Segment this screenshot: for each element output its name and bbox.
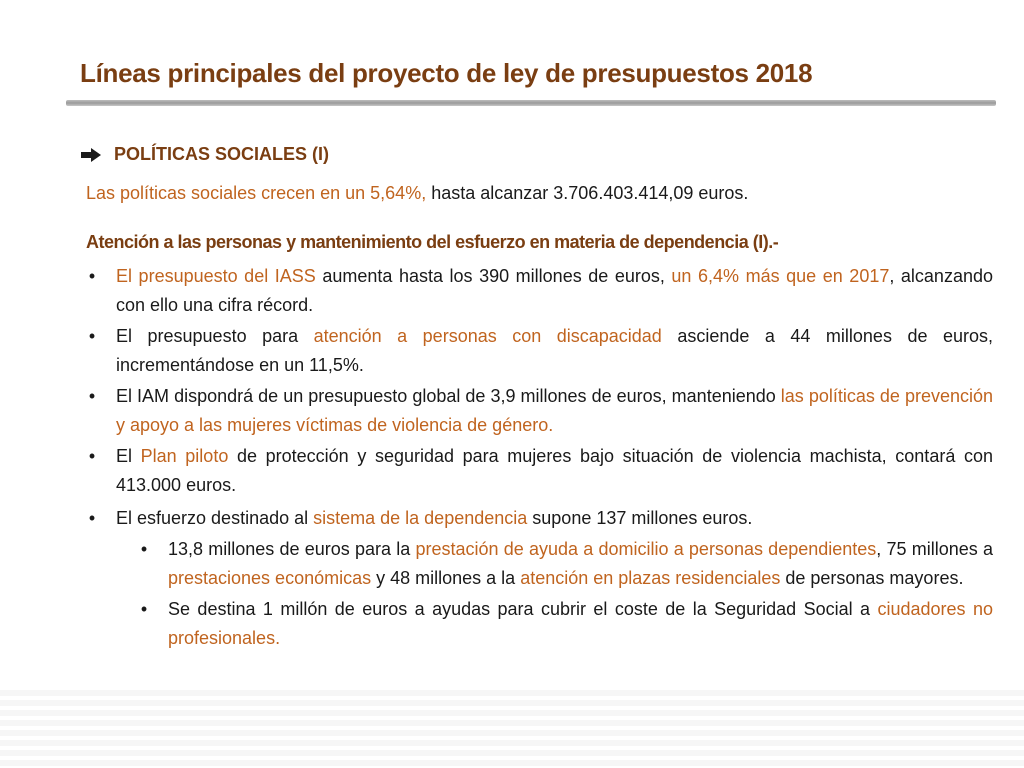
- body-text: supone 137 millones euros.: [527, 508, 753, 528]
- highlight-text: Plan piloto: [140, 446, 229, 466]
- list-item: [86, 442, 993, 500]
- highlight-text: un 6,4% más que en 2017: [671, 266, 890, 286]
- body-text: asciende a 44 millones de euros, incrementándose en un 11,5%.: [116, 326, 993, 375]
- highlight-text: prestación de ayuda a domicilio a personas dependientes: [415, 539, 877, 559]
- bullet-marker: •: [88, 508, 96, 528]
- highlight-text: El presupuesto del IASS: [116, 266, 316, 286]
- highlight-text: atención en plazas residenciales: [520, 568, 781, 588]
- highlight-text: las políticas de prevención y apoyo a las mujeres víctimas de violencia de género.: [116, 386, 994, 435]
- arrow-right-icon: [80, 147, 102, 163]
- list-item: [86, 504, 993, 533]
- bullet-list: [86, 262, 993, 655]
- body-text: 13,8 millones de euros para la: [168, 539, 416, 559]
- body-text: El presupuesto para: [116, 326, 314, 346]
- body-text: Se destina 1 millón de euros a ayudas para cubrir el coste de la Seguridad Social a: [168, 599, 878, 619]
- bullet-marker: •: [140, 539, 148, 559]
- list-item: [86, 322, 993, 380]
- highlight-text: atención a personas con discapacidad: [313, 326, 662, 346]
- body-text: de personas mayores.: [780, 568, 964, 588]
- intro-text: hasta alcanzar 3.706.403.414,09 euros.: [426, 183, 749, 203]
- body-text: El esfuerzo destinado al: [116, 508, 314, 528]
- body-text: , 75 millones a: [876, 539, 993, 559]
- slide-title: Líneas principales del proyecto de ley de presupuestos 2018: [80, 58, 813, 88]
- highlight-text: prestaciones económicas: [168, 568, 372, 588]
- bullet-marker: •: [140, 599, 148, 619]
- sub-list-item: [86, 595, 993, 653]
- decorative-footer-band: [0, 690, 1024, 768]
- bullet-marker: •: [88, 266, 96, 286]
- list-item: [86, 382, 993, 440]
- body-text: , alcanzando con ello una cifra récord.: [116, 266, 993, 315]
- subheading: Atención a las personas y mantenimiento del esfuerzo en materia de dependencia (I).-: [86, 232, 779, 252]
- highlight-text: sistema de la dependencia: [313, 508, 528, 528]
- bullet-marker: •: [88, 386, 96, 406]
- intro-highlight: Las políticas sociales crecen en un 5,64%,: [86, 183, 427, 203]
- bullet-marker: •: [88, 446, 96, 466]
- sub-list-item: [86, 535, 993, 593]
- body-text: El: [116, 446, 141, 466]
- bullet-marker: •: [88, 326, 96, 346]
- section-label: POLÍTICAS SOCIALES (I): [114, 144, 330, 164]
- list-item: [86, 262, 993, 320]
- section-heading: [80, 144, 329, 165]
- title-divider: [66, 100, 996, 106]
- intro-paragraph: [86, 183, 748, 204]
- body-text: El IAM dispondrá de un presupuesto global de 3,9 millones de euros, manteniendo: [116, 386, 781, 406]
- body-text: de protección y seguridad para mujeres bajo situación de violencia machista, contará con 413.000 euros.: [116, 446, 993, 495]
- body-text: aumenta hasta los 390 millones de euros,: [315, 266, 672, 286]
- body-text: y 48 millones a la: [371, 568, 521, 588]
- highlight-text: ciudadores no profesionales.: [168, 599, 993, 648]
